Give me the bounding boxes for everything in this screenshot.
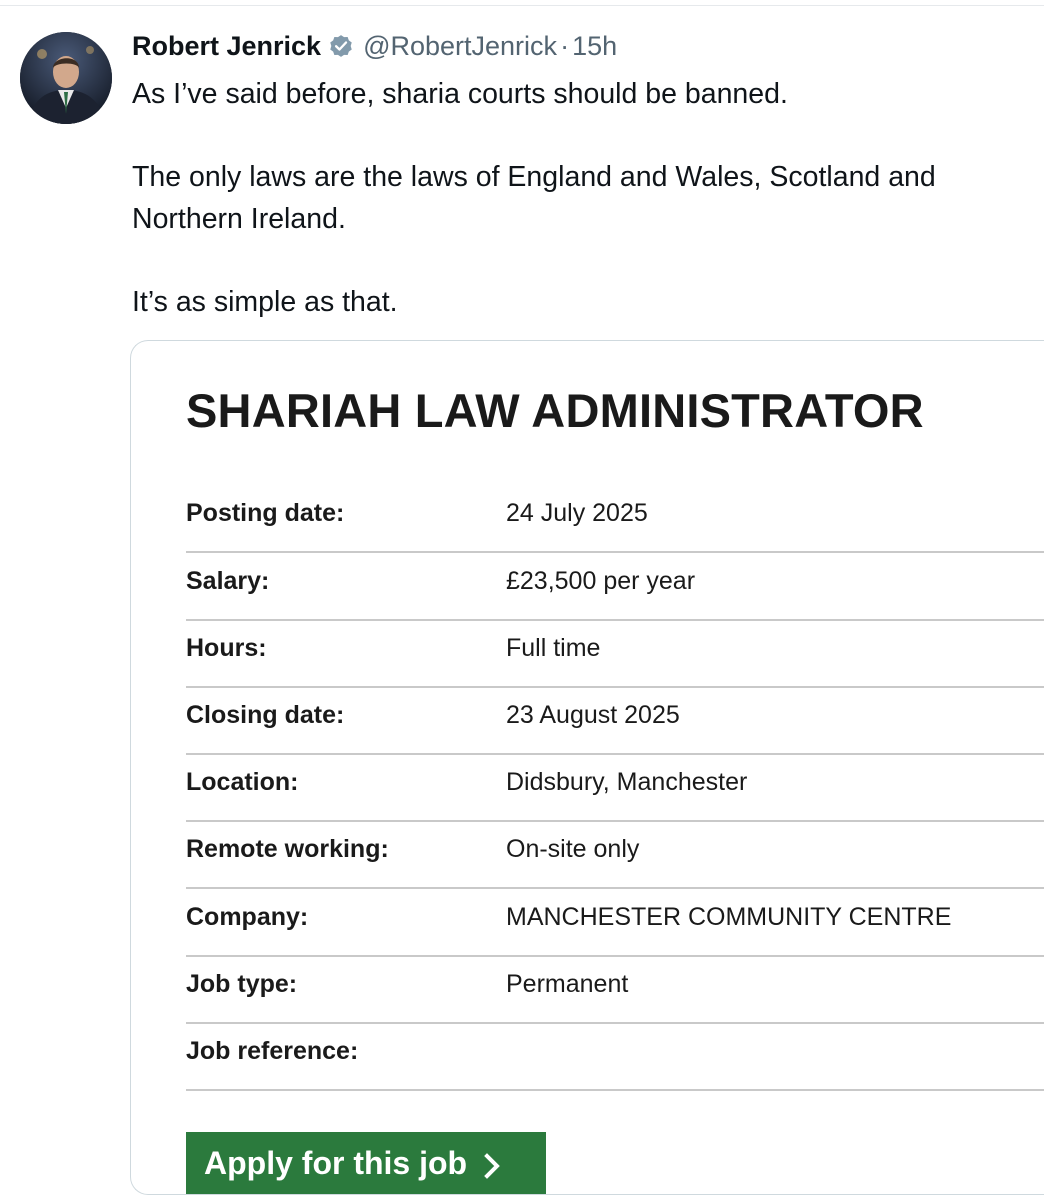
detail-label: Salary: [186,567,270,595]
detail-value: £23,500 per year [506,567,696,595]
chevron-right-icon [483,1150,501,1176]
detail-label: Posting date: [186,499,345,527]
detail-value: Permanent [506,970,629,998]
tweet-paragraph: The only laws are the laws of England and Wales, Scotland and Northern Ireland. [132,161,936,235]
attached-image-card[interactable] [130,340,1044,1195]
apply-button[interactable] [186,1132,546,1194]
detail-row-company [186,887,1044,957]
avatar-photo [20,32,112,124]
verified-badge-icon [327,32,355,60]
job-title: SHARIAH LAW ADMINISTRATOR [186,384,924,437]
detail-row-job-reference [186,1021,1044,1091]
detail-row-location [186,752,1044,822]
detail-label: Closing date: [186,701,345,729]
detail-row-closing-date [186,685,1044,755]
detail-label: Hours: [186,634,267,662]
detail-label: Job reference: [186,1037,359,1065]
top-divider [0,5,1044,6]
detail-row-posting-date [186,483,1044,553]
detail-value: Full time [506,634,601,662]
detail-row-job-type [186,954,1044,1024]
tweet-paragraph: As I’ve said before, sharia courts should be banned. [132,78,788,110]
detail-value: On-site only [506,835,640,863]
detail-value: 23 August 2025 [506,701,680,729]
detail-row-salary [186,551,1044,621]
detail-row-remote-working [186,819,1044,889]
detail-label: Job type: [186,970,298,998]
detail-label: Location: [186,768,299,796]
apply-button-label: Apply for this job [204,1144,468,1181]
meta-separator: · [560,30,570,61]
detail-label: Company: [186,903,309,931]
tweet-text [132,74,1022,323]
detail-value: MANCHESTER COMMUNITY CENTRE [506,903,952,931]
author-handle[interactable]: @RobertJenrick [363,30,558,61]
tweet-timestamp[interactable]: 15h [572,30,618,61]
detail-row-hours [186,618,1044,688]
detail-value: Didsbury, Manchester [506,768,748,796]
tweet-paragraph: It’s as simple as that. [132,285,398,318]
author-name[interactable]: Robert Jenrick [132,30,322,61]
tweet-header [132,28,617,64]
avatar[interactable] [20,32,112,124]
detail-label: Remote working: [186,835,389,863]
detail-value: 24 July 2025 [506,499,648,527]
